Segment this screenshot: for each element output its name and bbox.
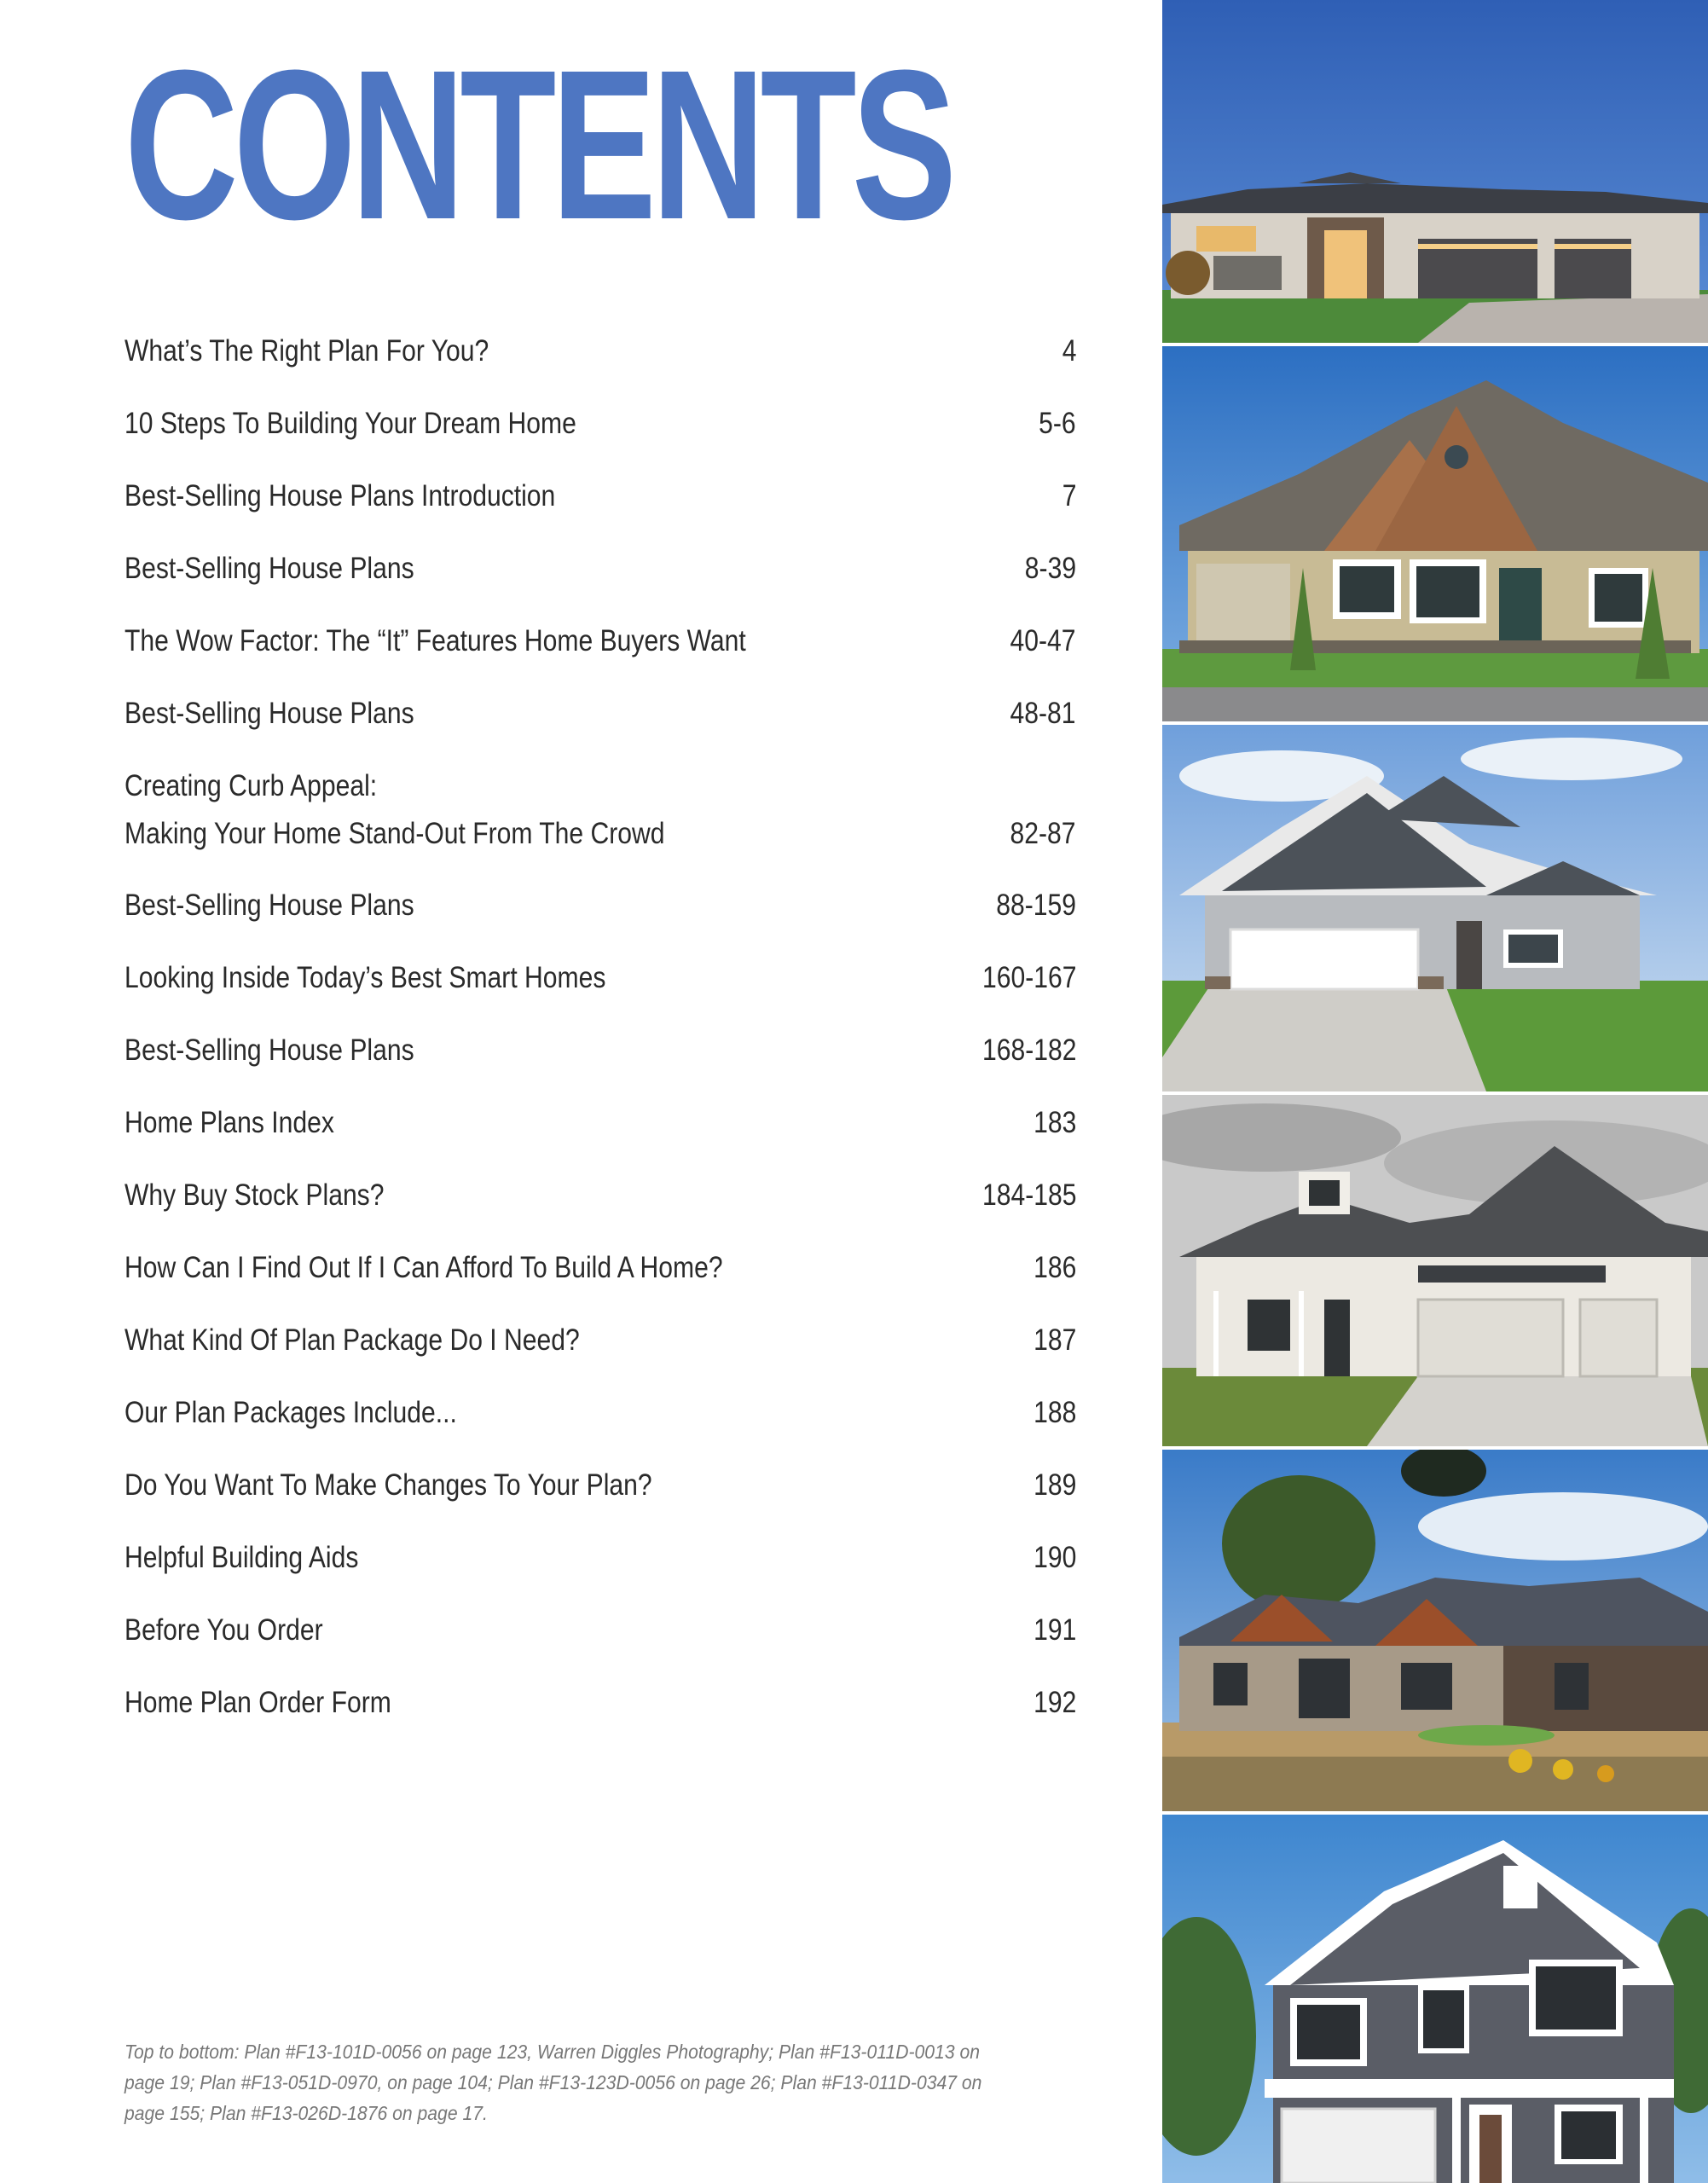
- toc-entry-label: Best-Selling House Plans: [124, 1034, 414, 1067]
- house-photo-4: [1162, 1095, 1708, 1446]
- toc-entry-label: [124, 762, 664, 858]
- toc-entry: [124, 870, 1076, 942]
- toc-entry: [124, 678, 1076, 750]
- toc-entry-label: Before You Order: [124, 1613, 323, 1647]
- toc-entry: [124, 533, 1076, 605]
- photo-caption: Top to bottom: Plan #F13-101D-0056 on page 123, Warren Diggles Photography; Plan #F13-011D-0013 on page 19; Plan #F13-051D-0970, on page 104; Plan #F13-123D-0056 on page 26; Plan #F13-011D-0347 on page 155; Plan #F13-026D-1876 on page 17.: [124, 2041, 982, 2124]
- toc-entry-page: 8-39: [1024, 552, 1076, 585]
- toc-entry: [124, 750, 1076, 870]
- toc-entry-label: What Kind Of Plan Package Do I Need?: [124, 1323, 580, 1357]
- toc-entry-page: 168-182: [981, 1034, 1076, 1067]
- toc-entry-page: 186: [1033, 1251, 1076, 1284]
- toc-entry-page: 189: [1033, 1468, 1076, 1502]
- toc-entry-page: 48-81: [1010, 697, 1076, 730]
- toc-entry-page: 4: [1062, 334, 1076, 368]
- toc-entry-page: 82-87: [1010, 817, 1076, 850]
- house-photo-5: [1162, 1450, 1708, 1811]
- toc-entry-label: Best-Selling House Plans Introduction: [124, 479, 556, 512]
- table-of-contents: [124, 316, 1076, 1740]
- toc-entry-page: 192: [1033, 1686, 1076, 1719]
- toc-entry-page: 191: [1033, 1613, 1076, 1647]
- toc-entry-label: Home Plans Index: [124, 1106, 334, 1139]
- toc-entry-page: 160-167: [981, 961, 1076, 994]
- toc-entry-label: What’s The Right Plan For You?: [124, 334, 489, 368]
- toc-entry-page: 5-6: [1039, 407, 1076, 440]
- toc-entry-label: Best-Selling House Plans: [124, 697, 414, 730]
- toc-entry-label: Helpful Building Aids: [124, 1541, 359, 1574]
- toc-entry: [124, 1450, 1076, 1522]
- toc-entry-label: The Wow Factor: The “It” Features Home Buyers Want: [124, 624, 746, 657]
- toc-entry: [124, 605, 1076, 678]
- toc-entry-page: 40-47: [1010, 624, 1076, 657]
- toc-entry: [124, 942, 1076, 1015]
- toc-entry-page: 188: [1033, 1396, 1076, 1429]
- toc-entry-page: 190: [1033, 1541, 1076, 1574]
- toc-entry-page: 183: [1033, 1106, 1076, 1139]
- toc-entry-label: Looking Inside Today’s Best Smart Homes: [124, 961, 606, 994]
- toc-entry-label: How Can I Find Out If I Can Afford To Build A Home?: [124, 1251, 723, 1284]
- toc-entry: [124, 1667, 1076, 1740]
- toc-entry: [124, 460, 1076, 533]
- toc-entry-page: 187: [1033, 1323, 1076, 1357]
- page-title: CONTENTS: [124, 26, 952, 263]
- toc-entry-label: Our Plan Packages Include...: [124, 1396, 457, 1429]
- toc-entry-label: Why Buy Stock Plans?: [124, 1178, 385, 1212]
- photo-column: [1162, 0, 1708, 2183]
- toc-entry: [124, 1377, 1076, 1450]
- toc-entry-page: 7: [1062, 479, 1076, 512]
- toc-entry-page: 184-185: [981, 1178, 1076, 1212]
- toc-entry: [124, 1160, 1076, 1232]
- toc-entry: [124, 1015, 1076, 1087]
- house-photo-2: [1162, 346, 1708, 721]
- toc-entry-label: Do You Want To Make Changes To Your Plan?: [124, 1468, 652, 1502]
- toc-entry-label: Best-Selling House Plans: [124, 889, 414, 922]
- toc-entry-label: Best-Selling House Plans: [124, 552, 414, 585]
- toc-entry: [124, 1522, 1076, 1595]
- house-photo-3: [1162, 725, 1708, 1092]
- toc-entry-label: 10 Steps To Building Your Dream Home: [124, 407, 576, 440]
- house-photo-6: [1162, 1815, 1708, 2183]
- house-photo-1: [1162, 0, 1708, 343]
- toc-entry-label: Home Plan Order Form: [124, 1686, 391, 1719]
- toc-entry: [124, 1305, 1076, 1377]
- toc-entry: [124, 1595, 1076, 1667]
- toc-entry-label-line2: Making Your Home Stand-Out From The Crowd: [124, 817, 665, 850]
- toc-entry-page: 88-159: [996, 889, 1076, 922]
- toc-entry: [124, 316, 1076, 388]
- toc-entry: [124, 1087, 1076, 1160]
- toc-entry: [124, 388, 1076, 460]
- toc-entry-label-line1: Creating Curb Appeal:: [124, 769, 378, 802]
- toc-entry: [124, 1232, 1076, 1305]
